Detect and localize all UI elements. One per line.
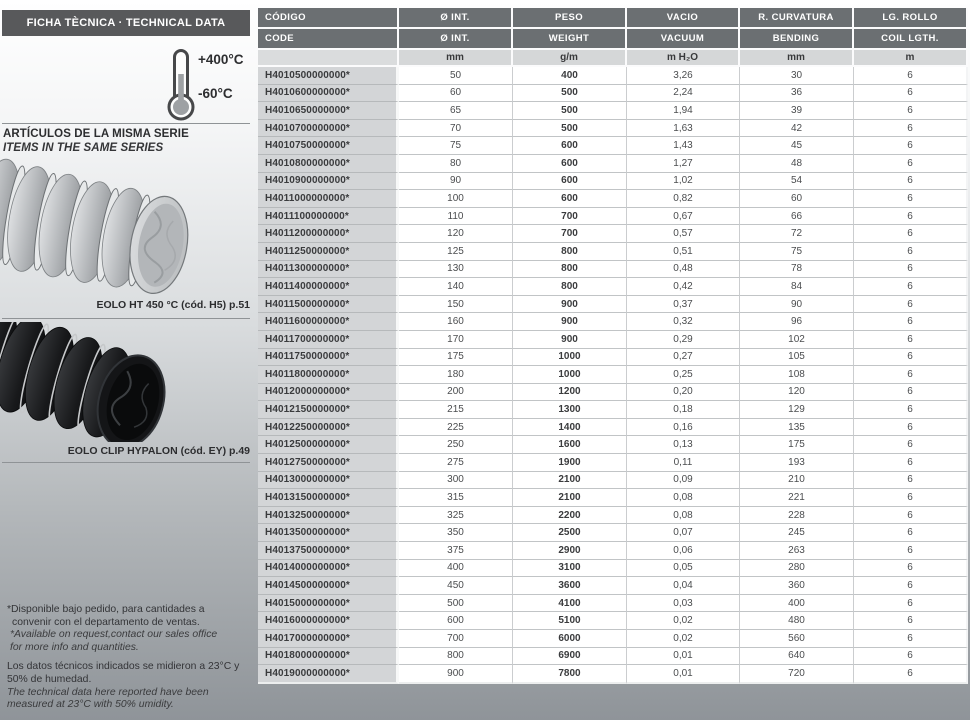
value-cell: 1,02 <box>627 173 740 191</box>
value-cell: 6 <box>854 349 968 367</box>
value-cell: 0,51 <box>627 243 740 261</box>
table-row <box>258 454 968 472</box>
series-title-es: ARTÍCULOS DE LA MISMA SERIE <box>3 128 189 140</box>
footnote-line: convenir con el departamento de ventas. <box>12 616 200 628</box>
eolo-clip-product-image <box>0 322 252 442</box>
value-cell: 0,82 <box>627 190 740 208</box>
value-cell: 1,27 <box>627 155 740 173</box>
footnote-line: *Available on request,contact our sales office <box>10 629 218 641</box>
value-cell: 900 <box>513 296 627 314</box>
value-cell: 6 <box>854 67 968 85</box>
code-cell: H4013000000000* <box>258 472 399 490</box>
table-row <box>258 612 968 630</box>
table-row <box>258 155 968 173</box>
product2-caption: EOLO CLIP HYPALON (cód. EY) p.49 <box>67 445 250 457</box>
code-cell: H4014000000000* <box>258 560 399 578</box>
code-cell: H4012750000000* <box>258 454 399 472</box>
table-row <box>258 278 968 296</box>
code-cell: H4011400000000* <box>258 278 399 296</box>
eolo-ht-product-image <box>0 158 252 296</box>
value-cell: 0,13 <box>627 436 740 454</box>
table-row <box>258 665 968 684</box>
value-cell: 130 <box>399 261 513 279</box>
value-cell: 110 <box>399 208 513 226</box>
table-row <box>258 261 968 279</box>
unit-cell: m H₂O <box>627 50 740 67</box>
value-cell: 0,11 <box>627 454 740 472</box>
unit-cell <box>258 50 399 67</box>
code-cell: H4010600000000* <box>258 85 399 103</box>
code-cell: H4010800000000* <box>258 155 399 173</box>
value-cell: 0,09 <box>627 472 740 490</box>
value-cell: 36 <box>740 85 854 103</box>
value-cell: 6 <box>854 190 968 208</box>
value-cell: 6 <box>854 208 968 226</box>
value-cell: 0,07 <box>627 524 740 542</box>
value-cell: 39 <box>740 102 854 120</box>
value-cell: 0,18 <box>627 401 740 419</box>
divider <box>2 462 250 463</box>
value-cell: 90 <box>399 173 513 191</box>
series-title-en: ITEMS IN THE SAME SERIES <box>3 142 164 154</box>
table-header <box>258 8 968 67</box>
table-row <box>258 366 968 384</box>
value-cell: 200 <box>399 384 513 402</box>
footnotes <box>7 604 253 719</box>
table-row <box>258 560 968 578</box>
code-cell: H4016000000000* <box>258 612 399 630</box>
unit-cell: m <box>854 50 968 67</box>
table-row <box>258 577 968 595</box>
value-cell: 48 <box>740 155 854 173</box>
value-cell: 6 <box>854 261 968 279</box>
code-cell: H4011800000000* <box>258 366 399 384</box>
value-cell: 6 <box>854 612 968 630</box>
footnote-line: The technical data here reported have been <box>7 686 209 698</box>
code-cell: H4011250000000* <box>258 243 399 261</box>
value-cell: 640 <box>740 648 854 666</box>
unit-cell: mm <box>399 50 513 67</box>
value-cell: 0,16 <box>627 419 740 437</box>
value-cell: 1,94 <box>627 102 740 120</box>
value-cell: 600 <box>513 155 627 173</box>
footnote-measurement <box>7 661 253 711</box>
value-cell: 6 <box>854 665 968 684</box>
value-cell: 600 <box>513 190 627 208</box>
value-cell: 215 <box>399 401 513 419</box>
code-cell: H4011300000000* <box>258 261 399 279</box>
value-cell: 6 <box>854 436 968 454</box>
header-cell: LG. ROLLO <box>854 8 968 29</box>
value-cell: 900 <box>399 665 513 684</box>
value-cell: 175 <box>399 349 513 367</box>
header-cell: BENDING <box>740 29 854 50</box>
code-cell: H4012500000000* <box>258 436 399 454</box>
code-cell: H4010700000000* <box>258 120 399 138</box>
value-cell: 300 <box>399 472 513 490</box>
value-cell: 105 <box>740 349 854 367</box>
value-cell: 45 <box>740 137 854 155</box>
value-cell: 100 <box>399 190 513 208</box>
value-cell: 84 <box>740 278 854 296</box>
value-cell: 125 <box>399 243 513 261</box>
code-cell: H4017000000000* <box>258 630 399 648</box>
value-cell: 6 <box>854 120 968 138</box>
code-cell: H4011200000000* <box>258 225 399 243</box>
table-row <box>258 225 968 243</box>
value-cell: 7800 <box>513 665 627 684</box>
value-cell: 6 <box>854 419 968 437</box>
table-row <box>258 472 968 490</box>
value-cell: 6 <box>854 630 968 648</box>
table-row <box>258 436 968 454</box>
value-cell: 72 <box>740 225 854 243</box>
table-row <box>258 542 968 560</box>
value-cell: 1000 <box>513 349 627 367</box>
value-cell: 6900 <box>513 648 627 666</box>
value-cell: 360 <box>740 577 854 595</box>
value-cell: 6 <box>854 225 968 243</box>
value-cell: 150 <box>399 296 513 314</box>
value-cell: 6 <box>854 472 968 490</box>
value-cell: 325 <box>399 507 513 525</box>
value-cell: 160 <box>399 313 513 331</box>
value-cell: 0,05 <box>627 560 740 578</box>
value-cell: 700 <box>513 225 627 243</box>
table-row <box>258 120 968 138</box>
value-cell: 170 <box>399 331 513 349</box>
value-cell: 0,20 <box>627 384 740 402</box>
code-cell: H4011600000000* <box>258 313 399 331</box>
value-cell: 6000 <box>513 630 627 648</box>
value-cell: 0,32 <box>627 313 740 331</box>
value-cell: 1900 <box>513 454 627 472</box>
sidebar <box>0 0 258 720</box>
value-cell: 0,27 <box>627 349 740 367</box>
value-cell: 6 <box>854 401 968 419</box>
value-cell: 4100 <box>513 595 627 613</box>
value-cell: 30 <box>740 67 854 85</box>
table-row <box>258 489 968 507</box>
value-cell: 2200 <box>513 507 627 525</box>
footnote-line: 50% de humedad. <box>7 673 92 685</box>
value-cell: 400 <box>513 67 627 85</box>
divider <box>2 123 250 124</box>
page-title: FICHA TÈCNICA · TECHNICAL DATA <box>2 10 250 36</box>
thermometer-icon <box>166 48 196 122</box>
value-cell: 2100 <box>513 472 627 490</box>
value-cell: 0,02 <box>627 630 740 648</box>
value-cell: 480 <box>740 612 854 630</box>
table-row <box>258 208 968 226</box>
header-cell: VACIO <box>627 8 740 29</box>
value-cell: 193 <box>740 454 854 472</box>
value-cell: 221 <box>740 489 854 507</box>
table-row <box>258 595 968 613</box>
value-cell: 350 <box>399 524 513 542</box>
value-cell: 78 <box>740 261 854 279</box>
value-cell: 2,24 <box>627 85 740 103</box>
value-cell: 6 <box>854 243 968 261</box>
value-cell: 108 <box>740 366 854 384</box>
value-cell: 900 <box>513 331 627 349</box>
table-row <box>258 296 968 314</box>
table-row <box>258 648 968 666</box>
value-cell: 6 <box>854 331 968 349</box>
table-row <box>258 419 968 437</box>
value-cell: 60 <box>740 190 854 208</box>
value-cell: 120 <box>740 384 854 402</box>
value-cell: 1,43 <box>627 137 740 155</box>
footnote-availability <box>7 604 253 654</box>
value-cell: 1000 <box>513 366 627 384</box>
header-cell: R. CURVATURA <box>740 8 854 29</box>
value-cell: 6 <box>854 454 968 472</box>
product1-caption: EOLO HT 450 °C (cód. H5) p.51 <box>96 299 250 311</box>
code-cell: H4010900000000* <box>258 173 399 191</box>
code-cell: H4014500000000* <box>258 577 399 595</box>
value-cell: 6 <box>854 560 968 578</box>
code-cell: H4013750000000* <box>258 542 399 560</box>
value-cell: 375 <box>399 542 513 560</box>
code-cell: H4013500000000* <box>258 524 399 542</box>
technical-data-table-wrap <box>258 8 968 684</box>
table-row <box>258 85 968 103</box>
value-cell: 500 <box>513 120 627 138</box>
code-cell: H4010500000000* <box>258 67 399 85</box>
table-row <box>258 630 968 648</box>
table-row <box>258 137 968 155</box>
code-cell: H4011700000000* <box>258 331 399 349</box>
units-row <box>258 50 968 67</box>
value-cell: 500 <box>513 102 627 120</box>
value-cell: 3100 <box>513 560 627 578</box>
unit-cell: g/m <box>513 50 627 67</box>
value-cell: 3,26 <box>627 67 740 85</box>
table-row <box>258 190 968 208</box>
table-row <box>258 102 968 120</box>
value-cell: 6 <box>854 366 968 384</box>
value-cell: 0,48 <box>627 261 740 279</box>
value-cell: 3600 <box>513 577 627 595</box>
table-row <box>258 331 968 349</box>
temp-max-label: +400°C <box>198 52 244 67</box>
table-row <box>258 173 968 191</box>
code-cell: H4012250000000* <box>258 419 399 437</box>
value-cell: 0,67 <box>627 208 740 226</box>
value-cell: 225 <box>399 419 513 437</box>
value-cell: 0,08 <box>627 507 740 525</box>
header-cell: CODE <box>258 29 399 50</box>
value-cell: 245 <box>740 524 854 542</box>
temp-min-label: -60°C <box>198 86 233 101</box>
value-cell: 800 <box>399 648 513 666</box>
value-cell: 0,03 <box>627 595 740 613</box>
value-cell: 42 <box>740 120 854 138</box>
table-row <box>258 313 968 331</box>
value-cell: 600 <box>513 173 627 191</box>
table-row <box>258 524 968 542</box>
value-cell: 250 <box>399 436 513 454</box>
value-cell: 54 <box>740 173 854 191</box>
header-cell: Ø INT. <box>399 29 513 50</box>
value-cell: 6 <box>854 489 968 507</box>
value-cell: 450 <box>399 577 513 595</box>
value-cell: 263 <box>740 542 854 560</box>
value-cell: 2100 <box>513 489 627 507</box>
header-row-en <box>258 29 968 50</box>
value-cell: 6 <box>854 542 968 560</box>
value-cell: 800 <box>513 278 627 296</box>
footnote-line: for more info and quantities. <box>10 641 139 653</box>
value-cell: 600 <box>513 137 627 155</box>
value-cell: 6 <box>854 155 968 173</box>
code-cell: H4013150000000* <box>258 489 399 507</box>
value-cell: 800 <box>513 243 627 261</box>
value-cell: 6 <box>854 595 968 613</box>
value-cell: 6 <box>854 137 968 155</box>
header-cell: WEIGHT <box>513 29 627 50</box>
value-cell: 140 <box>399 278 513 296</box>
value-cell: 6 <box>854 102 968 120</box>
value-cell: 129 <box>740 401 854 419</box>
header-cell: Ø INT. <box>399 8 513 29</box>
footnote-line: *Disponible bajo pedido, para cantidades a <box>7 604 205 615</box>
code-cell: H4012000000000* <box>258 384 399 402</box>
value-cell: 175 <box>740 436 854 454</box>
header-cell: CÓDIGO <box>258 8 399 29</box>
value-cell: 0,57 <box>627 225 740 243</box>
unit-cell: mm <box>740 50 854 67</box>
header-row-es <box>258 8 968 29</box>
value-cell: 6 <box>854 384 968 402</box>
value-cell: 315 <box>399 489 513 507</box>
value-cell: 0,25 <box>627 366 740 384</box>
value-cell: 70 <box>399 120 513 138</box>
value-cell: 2500 <box>513 524 627 542</box>
value-cell: 560 <box>740 630 854 648</box>
value-cell: 228 <box>740 507 854 525</box>
value-cell: 275 <box>399 454 513 472</box>
value-cell: 0,06 <box>627 542 740 560</box>
table-row <box>258 401 968 419</box>
table-body <box>258 67 968 684</box>
value-cell: 1300 <box>513 401 627 419</box>
value-cell: 900 <box>513 313 627 331</box>
value-cell: 1200 <box>513 384 627 402</box>
table-row <box>258 384 968 402</box>
value-cell: 800 <box>513 261 627 279</box>
table-row <box>258 507 968 525</box>
header-cell: COIL LGTH. <box>854 29 968 50</box>
value-cell: 600 <box>399 612 513 630</box>
value-cell: 1,63 <box>627 120 740 138</box>
value-cell: 120 <box>399 225 513 243</box>
divider <box>2 318 250 319</box>
value-cell: 0,37 <box>627 296 740 314</box>
value-cell: 0,02 <box>627 612 740 630</box>
value-cell: 720 <box>740 665 854 684</box>
value-cell: 6 <box>854 577 968 595</box>
table-row <box>258 349 968 367</box>
value-cell: 5100 <box>513 612 627 630</box>
header-cell: VACUUM <box>627 29 740 50</box>
code-cell: H4011750000000* <box>258 349 399 367</box>
value-cell: 500 <box>399 595 513 613</box>
code-cell: H4010750000000* <box>258 137 399 155</box>
value-cell: 80 <box>399 155 513 173</box>
code-cell: H4018000000000* <box>258 648 399 666</box>
value-cell: 102 <box>740 331 854 349</box>
code-cell: H4011000000000* <box>258 190 399 208</box>
footnote-line: measured at 23°C with 50% umidity. <box>7 699 174 711</box>
value-cell: 280 <box>740 560 854 578</box>
value-cell: 6 <box>854 648 968 666</box>
value-cell: 210 <box>740 472 854 490</box>
code-cell: H4010650000000* <box>258 102 399 120</box>
value-cell: 0,01 <box>627 665 740 684</box>
value-cell: 75 <box>740 243 854 261</box>
code-cell: H4011500000000* <box>258 296 399 314</box>
value-cell: 6 <box>854 507 968 525</box>
value-cell: 65 <box>399 102 513 120</box>
value-cell: 0,01 <box>627 648 740 666</box>
table-row <box>258 67 968 85</box>
table-row <box>258 243 968 261</box>
value-cell: 6 <box>854 296 968 314</box>
value-cell: 90 <box>740 296 854 314</box>
header-cell: PESO <box>513 8 627 29</box>
value-cell: 400 <box>740 595 854 613</box>
value-cell: 500 <box>513 85 627 103</box>
value-cell: 1400 <box>513 419 627 437</box>
value-cell: 6 <box>854 173 968 191</box>
value-cell: 700 <box>513 208 627 226</box>
value-cell: 180 <box>399 366 513 384</box>
value-cell: 0,08 <box>627 489 740 507</box>
value-cell: 0,29 <box>627 331 740 349</box>
code-cell: H4013250000000* <box>258 507 399 525</box>
value-cell: 75 <box>399 137 513 155</box>
value-cell: 60 <box>399 85 513 103</box>
footnote-line: Los datos técnicos indicados se midieron a 23°C y <box>7 661 240 673</box>
value-cell: 0,04 <box>627 577 740 595</box>
value-cell: 6 <box>854 278 968 296</box>
value-cell: 700 <box>399 630 513 648</box>
code-cell: H4015000000000* <box>258 595 399 613</box>
code-cell: H4012150000000* <box>258 401 399 419</box>
value-cell: 1600 <box>513 436 627 454</box>
code-cell: H4011100000000* <box>258 208 399 226</box>
value-cell: 50 <box>399 67 513 85</box>
code-cell: H4019000000000* <box>258 665 399 684</box>
value-cell: 0,42 <box>627 278 740 296</box>
temperature-range <box>166 46 258 122</box>
value-cell: 135 <box>740 419 854 437</box>
value-cell: 66 <box>740 208 854 226</box>
value-cell: 6 <box>854 313 968 331</box>
value-cell: 6 <box>854 85 968 103</box>
value-cell: 6 <box>854 524 968 542</box>
value-cell: 2900 <box>513 542 627 560</box>
value-cell: 400 <box>399 560 513 578</box>
value-cell: 96 <box>740 313 854 331</box>
technical-data-table <box>258 8 968 684</box>
